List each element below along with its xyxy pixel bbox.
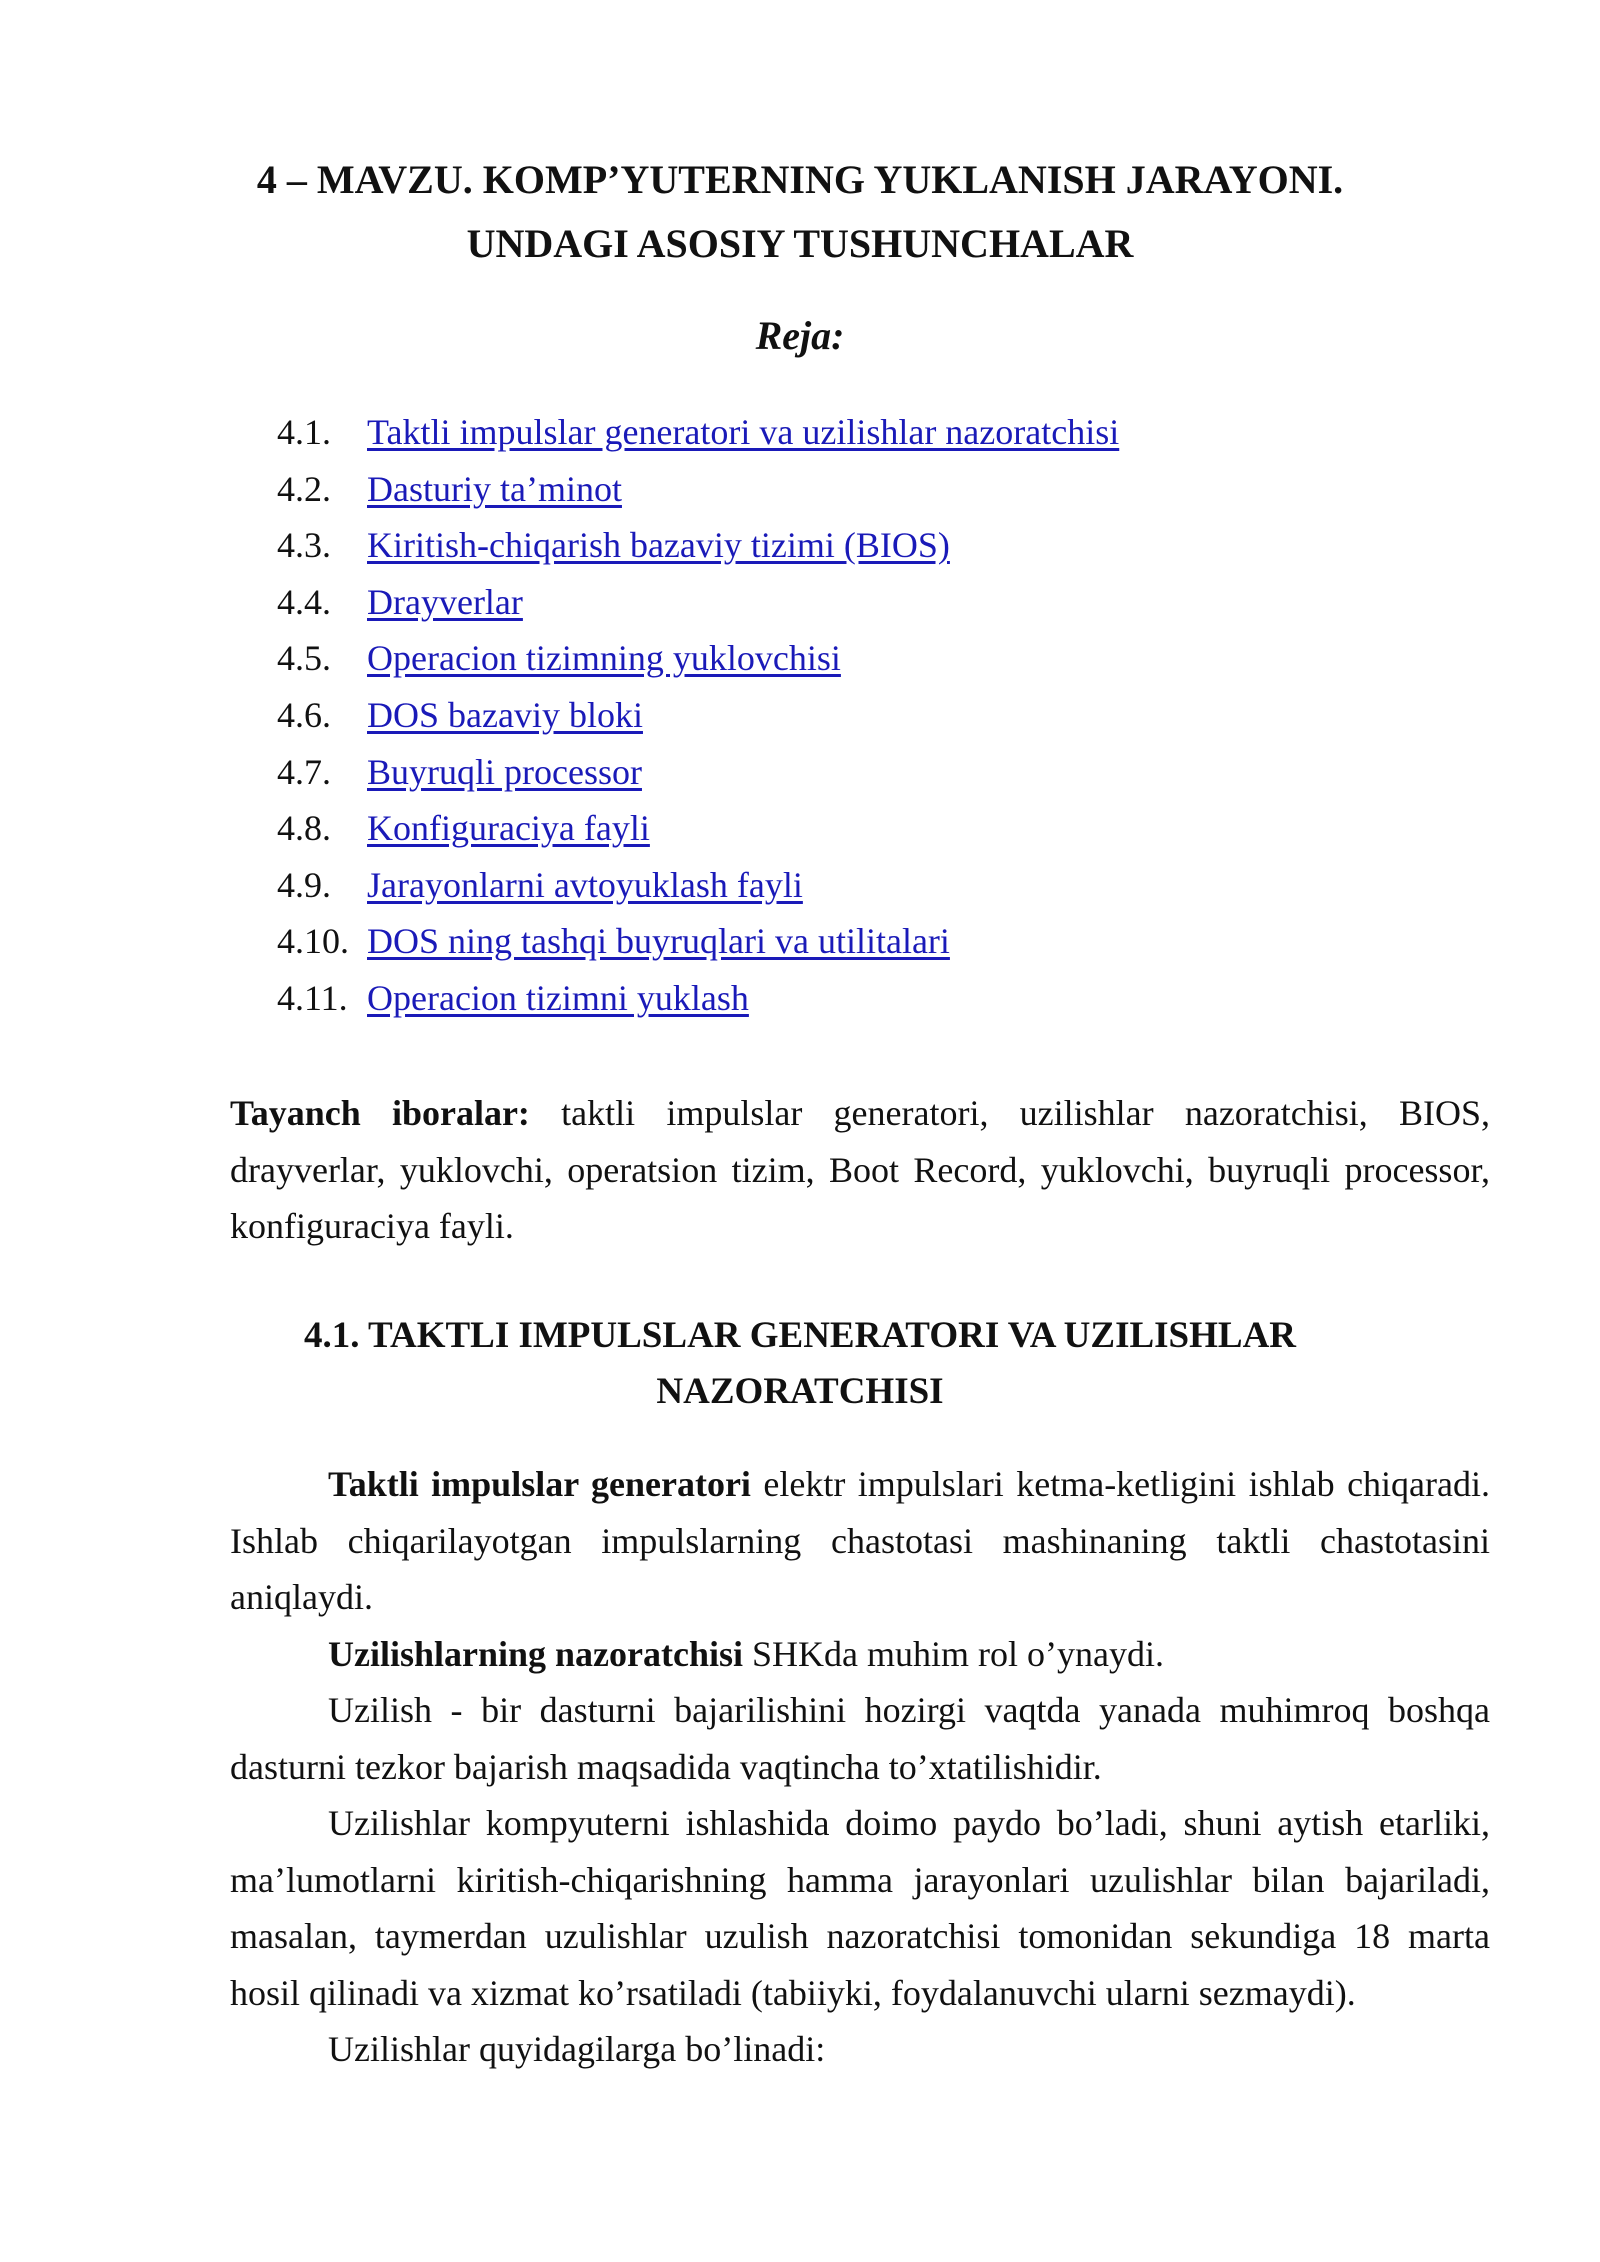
term-generator: Taktli impulslar generatori (328, 1464, 751, 1504)
toc-link[interactable]: DOS ning tashqi buyruqlari va utilitalari (367, 921, 950, 962)
toc-number: 4.3. (277, 525, 331, 566)
paragraph-generator-text: elektr impulslari ketma-ketligini ishlab chiqaradi. Ishlab chiqarilayotgan impulslarning chastotasi mashinaning taktli chastotasini aniqlaydi. (230, 1464, 1490, 1617)
toc-item (277, 517, 1119, 574)
paragraph-controller-text: SHKda muhim rol o’ynaydi. (743, 1634, 1164, 1674)
toc-link[interactable]: Kiritish-chiqarish bazaviy tizimi (BIOS) (367, 525, 950, 566)
paragraph-controller (230, 1626, 1490, 1683)
keywords-text: taktli impulslar generatori, uzilishlar nazoratchisi, BIOS, drayverlar, yuklovchi, operatsion tizim, Boot Record, yuklovchi, buyruqli processor, konfiguraciya fayli. (230, 1093, 1490, 1246)
toc-item (277, 857, 1119, 914)
toc-item (277, 800, 1119, 857)
toc-link[interactable]: Konfiguraciya fayli (367, 808, 650, 849)
toc-item (277, 461, 1119, 518)
toc-number: 4.9. (277, 864, 331, 905)
toc-link[interactable]: Drayverlar (367, 581, 523, 622)
toc-link[interactable]: Operacion tizimni yuklash (367, 977, 749, 1018)
paragraph-interrupt-details: Uzilishlar kompyuterni ishlashida doimo paydo bo’ladi, shuni aytish etarliki, ma’lumotlarni kiritish-chiqarishning hamma jarayonlari uzulishlar bilan bajariladi, masalan, taymerdan uzulishlar uzulish nazoratchisi tomonidan sekundiga 18 marta hosil qilinadi va xizmat ko’rsatiladi (tabiiyki, foydalanuvchi ularni sezmaydi). (230, 1803, 1490, 2013)
keywords-label: Tayanch iboralar: (230, 1093, 530, 1133)
toc-item (277, 970, 1119, 1027)
section-title-line2: NAZORATCHISI (656, 1371, 944, 1412)
toc-number: 4.7. (277, 751, 331, 792)
paragraph-interrupt-types: Uzilishlar quyidagilarga bo’linadi: (328, 2029, 826, 2069)
term-controller: Uzilishlarning nazoratchisi (328, 1634, 744, 1674)
topic-title-line1: 4 – MAVZU. KOMP’YUTERNING YUKLANISH JARAYONI. (256, 157, 1344, 202)
toc-link[interactable]: Jarayonlarni avtoyuklash fayli (367, 864, 803, 905)
table-of-contents (277, 404, 1119, 1027)
section-title-line1: 4.1. TAKTLI IMPULSLAR GENERATORI VA UZILISHLAR (303, 1315, 1297, 1356)
toc-number: 4.2. (277, 468, 331, 509)
paragraph-interrupt-definition: Uzilish - bir dasturni bajarilishini hozirgi vaqtda yanada muhimroq boshqa dasturni tezkor bajarish maqsadida vaqtincha to’xtatilishidir. (230, 1690, 1490, 1787)
toc-number: 4.11. (277, 977, 348, 1018)
toc-item (277, 744, 1119, 801)
toc-item (277, 404, 1119, 461)
topic-title-line2: UNDAGI ASOSIY TUSHUNCHALAR (466, 221, 1134, 266)
toc-link[interactable]: Taktli impulslar generatori va uzilishlar nazoratchisi (367, 412, 1120, 452)
toc-number: 4.10. (277, 921, 349, 962)
toc-item (277, 630, 1119, 687)
toc-item (277, 913, 1119, 970)
toc-number: 4.4. (277, 581, 331, 622)
keywords-paragraph (230, 1085, 1490, 1255)
toc-item (277, 574, 1119, 631)
plan-title: Reja: (755, 313, 845, 358)
paragraph-generator (230, 1456, 1490, 1626)
toc-link[interactable]: DOS bazaviy bloki (367, 694, 643, 735)
toc-link[interactable]: Dasturiy ta’minot (367, 468, 622, 509)
toc-number: 4.5. (277, 638, 331, 679)
toc-number: 4.6. (277, 694, 331, 735)
toc-item (277, 687, 1119, 744)
toc-number: 4.1. (277, 412, 331, 452)
toc-link[interactable]: Buyruqli processor (367, 751, 642, 792)
toc-number: 4.8. (277, 808, 331, 849)
toc-link[interactable]: Operacion tizimning yuklovchisi (367, 638, 841, 679)
